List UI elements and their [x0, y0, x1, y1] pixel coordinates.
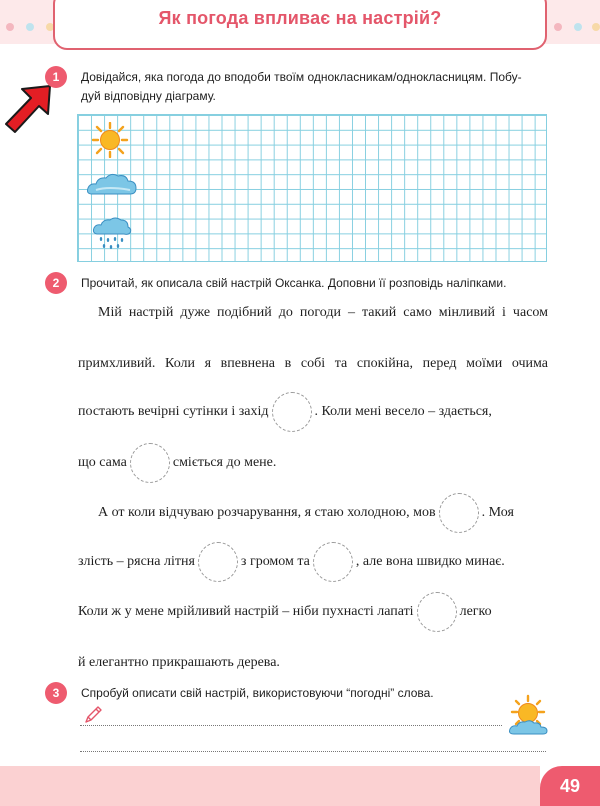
- story-text: злість – рясна літня: [78, 554, 195, 570]
- answer-line-2[interactable]: [80, 751, 546, 752]
- story-text: примхливий. Коли я впевнена в собі та спокійна, перед моїми очима: [78, 356, 548, 371]
- answer-line-1[interactable]: [80, 725, 502, 726]
- story-text: постають вечірні сутінки і захід: [78, 404, 269, 420]
- story-line-6: [78, 542, 548, 582]
- story-text: . Коли мені весело – здається,: [314, 404, 492, 420]
- title-box: [53, 0, 547, 50]
- arrow-icon: [2, 82, 58, 138]
- sticker-slot-sunset[interactable]: [272, 392, 312, 432]
- story-line-1: [78, 305, 548, 321]
- task-1-text: [81, 68, 551, 106]
- sun-cloud-icon: [504, 694, 552, 736]
- story-text: Мій настрій дуже подібний до погоди – такий само мінливий і часом: [98, 305, 548, 320]
- pencil-icon: [82, 704, 104, 726]
- story-text: Коли ж у мене мрійливий настрій – ніби пухнасті лапаті: [78, 604, 414, 620]
- task-1-line-2: дуй відповідну діаграму.: [81, 89, 216, 103]
- story-text: легко: [459, 604, 492, 620]
- page-number: 49: [540, 766, 600, 806]
- story-text: з громом та: [240, 554, 310, 570]
- task-1-line-1: Довідайся, яка погода до вподоби твоїм однокласникам/однокласницям. Побу-: [81, 70, 522, 84]
- story-text: , але вона швидко минає.: [355, 554, 505, 570]
- story-line-2: [78, 356, 548, 372]
- story-line-5: [78, 493, 548, 533]
- story-text: що сама: [78, 455, 127, 471]
- cloud-icon: [86, 172, 138, 198]
- story-line-8: [78, 655, 548, 671]
- story-line-7: [78, 592, 548, 632]
- sticker-slot-lightning[interactable]: [313, 542, 353, 582]
- task-3-number: 3: [45, 682, 67, 704]
- sticker-slot-snowflakes[interactable]: [417, 592, 457, 632]
- diagram-grid[interactable]: [77, 114, 547, 262]
- story-text: А от коли відчуваю розчарування, я стаю холодною, мов: [98, 505, 436, 521]
- task-3-text: Спробуй описати свій настрій, використовуючи “погодні” слова.: [81, 686, 434, 700]
- rain-cloud-icon: [92, 216, 132, 252]
- task-2-number: 2: [45, 272, 67, 294]
- task-1-number: 1: [45, 66, 67, 88]
- story-text: . Моя: [481, 505, 514, 521]
- story-text: й елегантно прикрашають дерева.: [78, 655, 280, 670]
- story-text: сміється до мене.: [172, 455, 277, 471]
- sticker-slot-ice[interactable]: [439, 493, 479, 533]
- sticker-slot-rain[interactable]: [198, 542, 238, 582]
- sun-icon: [91, 122, 129, 158]
- sticker-slot-sun[interactable]: [130, 443, 170, 483]
- task-2-text: Прочитай, як описала свій настрій Оксанка. Доповни її розповідь наліпками.: [81, 276, 507, 290]
- page-title: Як погода впливає на настрій?: [158, 8, 442, 28]
- footer-band: [0, 766, 540, 806]
- story-line-4: [78, 443, 548, 483]
- story-line-3: [78, 392, 548, 432]
